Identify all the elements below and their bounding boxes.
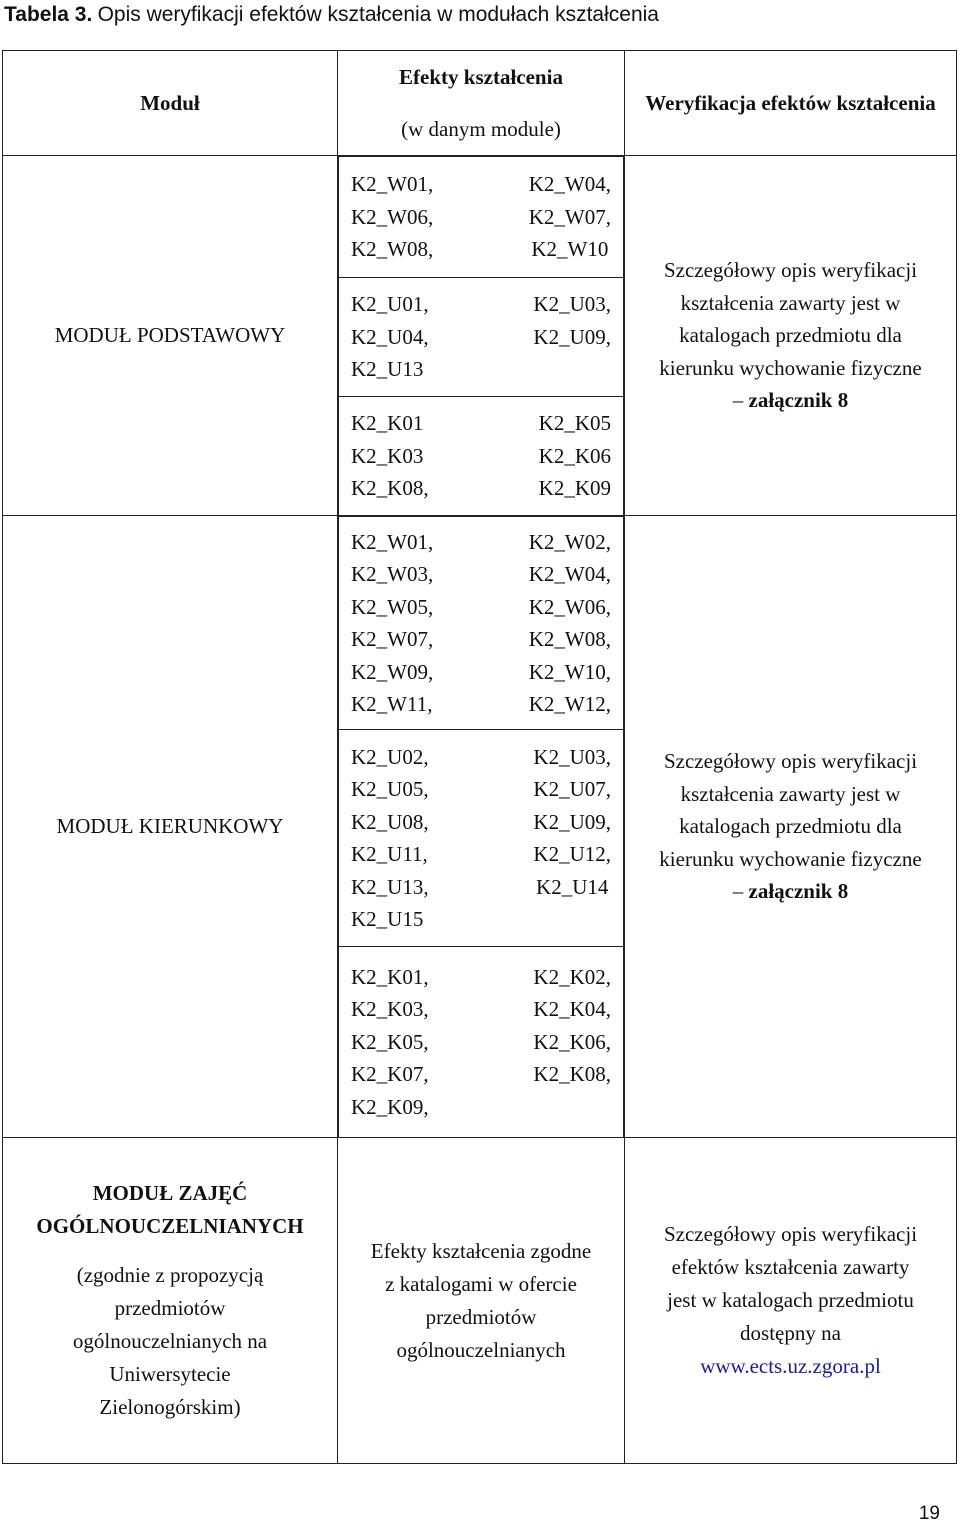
text-line: Szczegółowy opis weryfikacji [663,749,918,774]
codes-column-right [529,526,611,721]
text-line: kierunku wychowanie fizyczne [659,846,922,871]
effect-code: K2_W02, [528,529,611,554]
codes-column-left [351,526,433,721]
effects-cell [338,156,625,516]
text-line: jest w katalogach przedmiotu [667,1288,914,1312]
caption-text: Opis weryfikacji efektów kształcenia w modułach kształcenia [97,3,659,26]
effect-code: K2_K02, [533,964,611,989]
effect-code: K2_U05, [351,777,429,801]
codes-column-left [351,288,429,386]
effects-groups [338,156,624,515]
effect-code: K2_U09, [533,324,611,349]
effects-group [339,168,623,266]
text-line: kształcenia zawarty jest w [680,290,901,315]
ects-link[interactable]: www.ects.uz.zgora.pl [700,1354,881,1378]
effect-code: K2_K05, [351,1029,429,1054]
effect-code: K2_U11, [351,842,428,866]
text-line: efektów kształcenia zawarty [671,1255,910,1279]
verification-cell [625,156,957,516]
effect-code: K2_U09, [533,809,611,834]
verification-table [2,50,957,1464]
effect-code: K2_U08, [351,809,429,834]
effect-code: K2_U13 [351,357,424,382]
codes-column-right [539,407,611,505]
header-verification [625,51,957,156]
codes-column-left [351,168,433,266]
effect-code: K2_W08, [528,627,611,651]
effect-code: K2_K07, [351,1062,429,1087]
module-name: MODUŁ PODSTAWOWY [3,156,338,516]
module-title [3,1177,337,1243]
effect-code: K2_W05, [351,594,434,619]
text-line: Szczegółowy opis weryfikacji [663,1222,918,1246]
effect-code: K2_W04, [528,172,611,197]
effect-code: K2_U03, [533,292,611,317]
text-line: przedmiotów [114,1296,226,1320]
text-line: kształcenia zawarty jest w [680,781,901,806]
text-line: katalogach przedmiotu dla [679,814,902,839]
effect-code: K2_W11, [351,692,433,716]
effect-code: K2_W09, [351,659,434,684]
effect-code: K2_K08, [351,476,429,501]
module-name: MODUŁ KIERUNKOWY [3,516,338,1138]
text-line: ogólnouczelnianych [396,1337,566,1362]
effect-code: K2_U01, [351,292,429,317]
effect-code: K2_W03, [351,562,434,586]
effects-university [338,1138,625,1464]
effect-code: K2_W01, [351,172,434,197]
codes-column-right [533,288,611,386]
module-note [3,1259,337,1424]
effect-code: K2_K01, [351,964,429,989]
effect-code: K2_U03, [533,744,611,769]
effect-code: K2_W07, [528,204,611,229]
text-line: Uniwersytecie [109,1362,231,1386]
effect-code: K2_K09 [538,476,611,501]
effect-code: K2_U13, [351,874,429,899]
effects-group [339,288,623,386]
caption-label: Tabela 3. [4,3,93,26]
effect-code: K2_K06 [538,443,611,468]
effect-code: K2_K03, [351,997,429,1022]
attachment-ref: – załącznik 8 [732,879,849,904]
effect-code: K2_U15 [351,907,424,931]
text-line: OGÓLNOUCZELNIANYCH [36,1214,304,1238]
attachment-label: załącznik 8 [748,388,849,413]
effect-code: K2_U02, [351,744,429,769]
effect-code: K2_K05 [538,411,611,436]
row-field [3,516,957,1138]
effects-group [339,961,623,1124]
codes-column-right [529,168,611,266]
text-line: kierunku wychowanie fizyczne [659,355,922,380]
header-effects-title: Efekty kształcenia [399,65,563,89]
header-verification-text: Weryfikacja efektów kształcenia [645,90,936,115]
effect-code: K2_W10, [528,659,611,684]
verification-text [625,1218,956,1350]
effects-groups [338,516,624,1137]
effects-group [339,526,623,721]
effect-code: K2_K06, [533,1029,611,1054]
header-effects [338,51,625,156]
effect-code: K2_W04, [528,562,611,586]
text-line: (zgodnie z propozycją [76,1263,264,1287]
effect-code: K2_K03 [351,443,424,468]
effects-text [338,1235,624,1367]
effect-code: K2_K09, [351,1094,429,1119]
header-row [3,51,957,156]
codes-column-left [351,741,429,936]
attachment-label: załącznik 8 [748,879,849,904]
effect-code: K2_U07, [533,777,611,801]
text-line: Efekty kształcenia zgodne [370,1238,592,1263]
effect-code: K2_W08, [351,237,434,262]
effect-code: K2_K04, [533,997,611,1022]
attachment-ref: – załącznik 8 [732,388,849,413]
effects-cell [338,516,625,1138]
effect-code: K2_W10 [531,237,609,262]
effects-group [339,407,623,505]
codes-column-right [533,961,611,1124]
page-number: 19 [918,1503,940,1524]
codes-column-right [533,741,611,936]
verification-text [625,745,956,875]
effect-code: K2_W06, [351,204,434,229]
verification-text [625,254,956,384]
effect-code: K2_W01, [351,529,434,554]
verification-university [625,1138,957,1464]
effect-code: K2_W06, [528,594,611,619]
effect-code: K2_U14 [536,874,609,899]
row-basic [3,156,957,516]
text-line: przedmiotów [425,1304,537,1329]
text-line: Szczegółowy opis weryfikacji [663,258,918,283]
text-line: z katalogami w ofercie [385,1271,577,1296]
effect-code: K2_K01 [351,411,424,436]
text-line: Zielonogórskim) [99,1395,241,1419]
codes-column-left [351,407,429,505]
text-line: katalogach przedmiotu dla [679,323,902,348]
effect-code: K2_W07, [351,627,434,651]
effect-code: K2_W12, [528,692,611,716]
verification-cell [625,516,957,1138]
effect-code: K2_U12, [533,842,611,866]
row-university [3,1138,957,1464]
effect-code: K2_K08, [533,1062,611,1087]
header-effects-sub: (w danym module) [401,117,561,141]
table-caption [4,2,659,27]
text-line: dostępny na [740,1321,841,1345]
header-module: Moduł [3,51,338,156]
effects-group [339,741,623,936]
module-university [3,1138,338,1464]
text-line: MODUŁ ZAJĘĆ [92,1181,248,1205]
codes-column-left [351,961,429,1124]
text-line: ogólnouczelnianych na [72,1329,268,1353]
effect-code: K2_U04, [351,324,429,349]
